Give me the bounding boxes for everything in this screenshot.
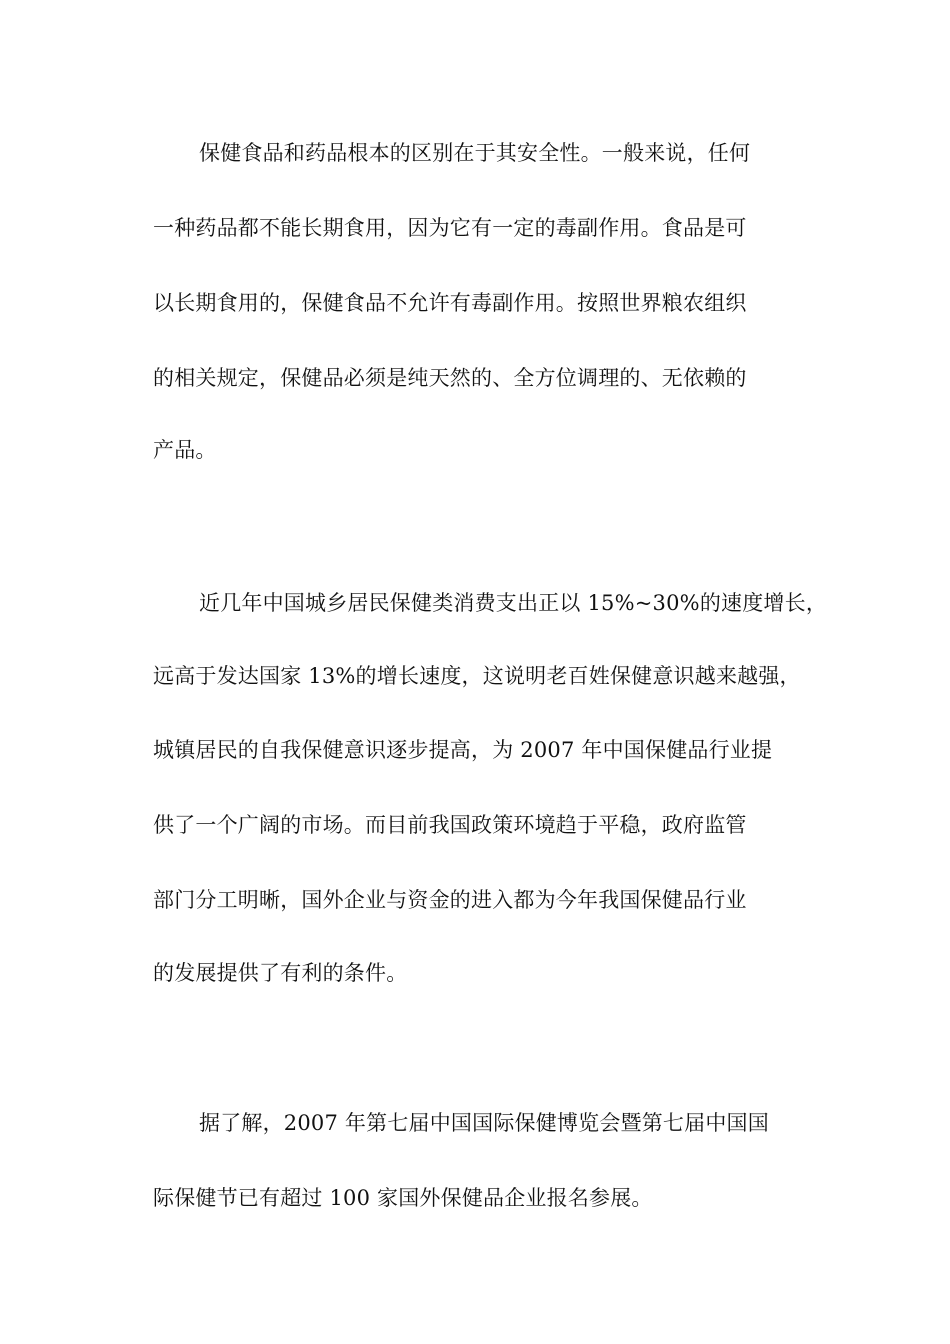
paragraph-line: 以长期食用的，保健食品不允许有毒副作用。按照世界粮农组织 <box>153 291 747 315</box>
paragraph-line: 供了一个广阔的市场。而目前我国政策环境趋于平稳，政府监管 <box>153 813 747 837</box>
paragraph-line: 的相关规定，保健品必须是纯天然的、全方位调理的、无依赖的 <box>153 366 747 390</box>
paragraph-line: 际保健节已有超过 100 家国外保健品企业报名参展。 <box>153 1186 653 1210</box>
paragraph-line: 产品。 <box>153 438 217 462</box>
paragraph-line: 部门分工明晰，国外企业与资金的进入都为今年我国保健品行业 <box>153 888 747 912</box>
paragraph-line: 保健食品和药品根本的区别在于其安全性。一般来说，任何 <box>199 141 751 165</box>
paragraph-line: 据了解，2007 年第七届中国国际保健博览会暨第七届中国国 <box>199 1111 769 1135</box>
paragraph-line: 的发展提供了有利的条件。 <box>153 961 408 985</box>
paragraph-line: 城镇居民的自我保健意识逐步提高，为 2007 年中国保健品行业提 <box>153 738 773 762</box>
paragraph-line: 远高于发达国家 13%的增长速度，这说明老百姓保健意识越来越强， <box>153 664 801 688</box>
paragraph-line: 近几年中国城乡居民保健类消费支出正以 15%~30%的速度增长， <box>199 591 828 615</box>
paragraph-line: 一种药品都不能长期食用，因为它有一定的毒副作用。食品是可 <box>153 216 747 240</box>
